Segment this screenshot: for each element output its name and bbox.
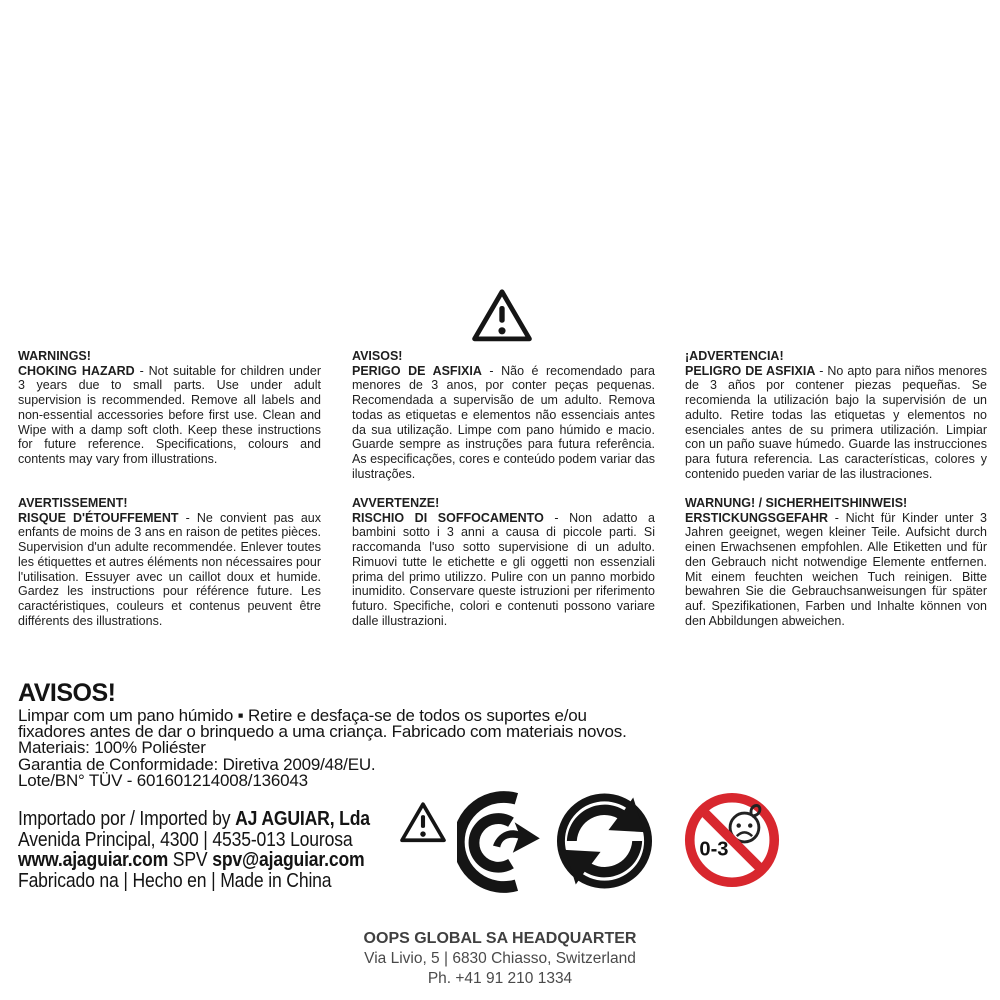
warning-block-german xyxy=(685,496,987,628)
importer-contacts: www.ajaguiar.com SPV spv@ajaguiar.com xyxy=(18,849,365,872)
importer-line-1: Importado por / Imported by AJ AGUIAR, Lda xyxy=(18,808,370,830)
warning-lead: PERIGO DE ASFIXIA xyxy=(352,363,482,378)
warning-text: PELIGRO DE ASFIXIA - No apto para niños menores de 3 años por contener piezas pequeñas. Se recomienda la utilización bajo la supervisión de un adulto. Retire todas las etiquetas y elementos no esenciales antes de su primera utilización. Limpiar con un paño suave húmedo. Guarde las instrucciones para futura referencia. Las características, colores y contenido pueden variar de las ilustraciones. xyxy=(685,363,988,481)
warning-text: ERSTICKUNGSGEFAHR - Nicht für Kinder unter 3 Jahren geeignet, wegen kleiner Teile. Aufsicht durch einen Erwachsenen empfohlen. Alle Etiketten und für den Gebrauch nicht notwendige Elemente entfernen. Mit einem feuchten weichen Tuch reinigen. Bitte bewahren Sie die Gebrauchsanweisungen für später auf. Spezifikationen, Farben und Inhalte können von den Abbildungen abweichen. xyxy=(685,510,987,628)
footer-phone: Ph. +41 91 210 1334 xyxy=(427,970,573,987)
warning-heading: AVVERTENZE! xyxy=(352,496,440,510)
care-instructions: Limpar com um pano húmido ▪ Retire e desfaça-se de todos os suportes e/ou fixadores antes de dar o brinquedo a uma criança. Fabricado com materiais novos. xyxy=(18,706,627,742)
company-footer xyxy=(0,929,1000,989)
warning-heading: WARNUNG! / SICHERHEITSHINWEIS! xyxy=(685,496,908,510)
warning-block-french xyxy=(18,496,321,628)
warning-lead: CHOKING HAZARD xyxy=(18,363,135,378)
footer-address: Via Livio, 5 | 6830 Chiasso, Switzerland xyxy=(364,950,636,967)
warning-triangle-icon xyxy=(398,801,448,843)
age-range-label: 0-3 xyxy=(699,838,729,861)
warning-lead: RISCHIO DI SOFFOCAMENTO xyxy=(352,510,544,525)
warning-text: RISCHIO DI SOFFOCAMENTO - Non adatto a bambini sotto i 3 anni a causa di piccole parti. Si raccomanda l'uso sotto supervisione di un adulto. Rimuovi tutte le etichette e gli oggetti non essenziali prima del primo utilizzo. Pulire con un panno morbido inumidito. Conservare queste istruzioni per riferimento futuro. Specifiche, colori e contenuti possono variare dalle illustrazioni. xyxy=(352,510,655,628)
materials-line: Materiais: 100% Poliéster xyxy=(18,738,206,758)
importer-name: AJ AGUIAR, Lda xyxy=(235,808,370,830)
warning-lead: RISQUE D'ÉTOUFFEMENT xyxy=(18,510,179,525)
cleanup-arcs-icon xyxy=(457,791,547,893)
avisos-heading: AVISOS! xyxy=(18,679,116,707)
lot-number-line: Lote/BN° TÜV - 601601214008/136043 xyxy=(18,770,308,790)
footer-company-name: OOPS GLOBAL SA HEADQUARTER xyxy=(363,930,637,947)
warning-text: RISQUE D'ÉTOUFFEMENT - Ne convient pas aux enfants de moins de 3 ans en raison de petites pièces. Supervision d'un adulte recommendée. Enlever toutes les étiquettes et autres éléments non nécessaires pour l'utilisation. Essuyer avec un caillot doux et humide. Gardez les instructions pour référence future. Les caractéristiques, couleurs et contenus peuvent être différents des illustrations. xyxy=(18,510,322,628)
warning-heading: AVISOS! xyxy=(352,349,403,363)
age-warning-0-3-icon xyxy=(684,792,780,888)
green-dot-recycling-icon xyxy=(555,789,654,893)
importer-email: spv@ajaguiar.com xyxy=(212,849,365,872)
avisos-section xyxy=(18,681,678,789)
warning-heading: WARNINGS! xyxy=(18,349,91,363)
warning-text: CHOKING HAZARD - Not suitable for children under 3 years due to small parts. Use under adult supervision is recommended. Remove all labels and non-essential accessories before first use. Clean and Wipe with a damp soft cloth. Keep these instructions for future reference. Specifications, colours and contents may vary from illustrations. xyxy=(18,363,321,466)
warning-lead: ERSTICKUNGSGEFAHR xyxy=(685,510,829,525)
warning-heading: ¡ADVERTENCIA! xyxy=(685,349,784,363)
importer-website: www.ajaguiar.com xyxy=(18,849,169,872)
made-in-line: Fabricado na | Hecho en | Made in China xyxy=(18,869,332,892)
warning-triangle-icon xyxy=(471,286,533,344)
warning-lead: PELIGRO DE ASFIXIA xyxy=(685,363,816,378)
warning-heading: AVERTISSEMENT! xyxy=(18,496,128,510)
conformity-line: Garantia de Conformidade: Diretiva 2009/48/EU. xyxy=(18,754,376,774)
warning-block-spanish xyxy=(685,349,987,481)
warning-block-italian xyxy=(352,496,655,628)
warning-text: PERIGO DE ASFIXIA - Não é recomendado para menores de 3 anos, por conter peças pequenas. Recomendada a supervisão de um adulto. Remova todas as etiquetas e elementos não essenciais antes da sua utilização. Limpe com pano húmido e macio. Guarde sempre as instruções para futura referência. As especificações, cores e conteúdo podem variar das ilustrações. xyxy=(352,363,656,481)
warning-block-portuguese xyxy=(352,349,655,481)
warning-block-english xyxy=(18,349,321,467)
importer-block xyxy=(18,809,396,891)
importer-address: Avenida Principal, 4300 | 4535-013 Lourosa xyxy=(18,828,353,851)
